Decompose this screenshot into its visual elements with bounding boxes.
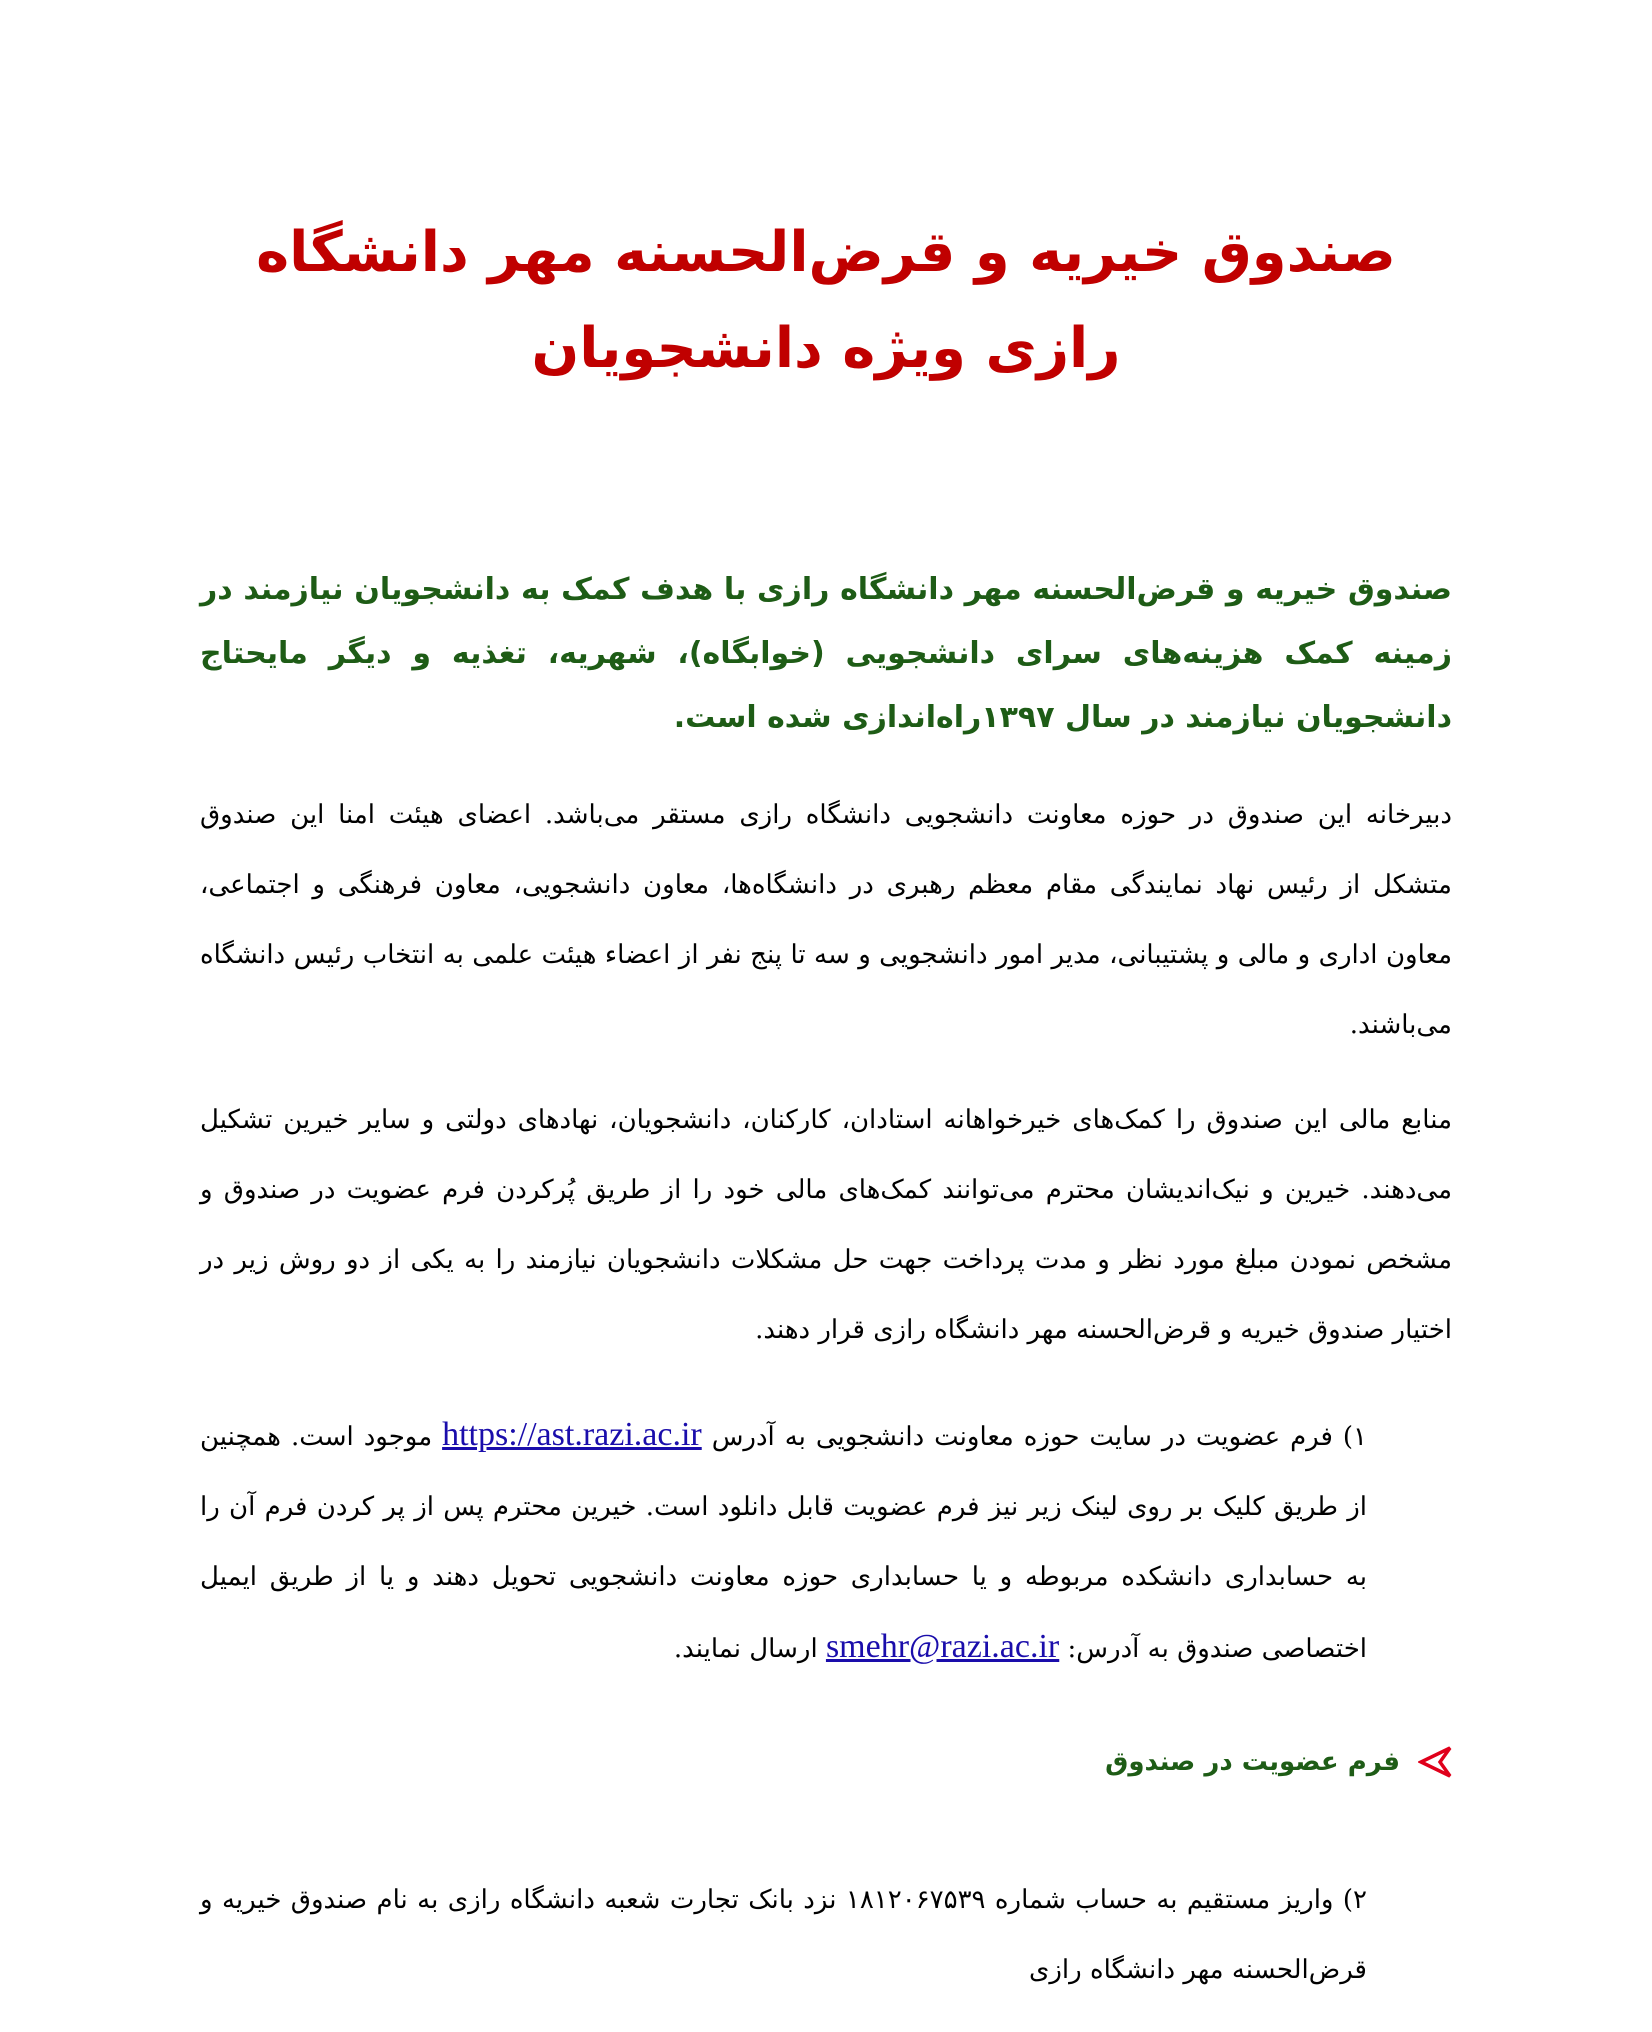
membership-form-link[interactable]	[1105, 1745, 1452, 1779]
method-one-ending: ارسال نمایند.	[673, 1634, 818, 1664]
method-one-body: موجود است. همچنین از طریق کلیک بر روی لینک زیر نیز فرم عضویت قابل دانلود است. خیرین محترم پس از پر کردن فرم آن را به حسابداری دانشکده مربوطه و یا حسابداری حوزه معاونت دانشجویی تحویل دهند و یا از طریق ایمیل اختصاصی صندوق به آدرس:	[200, 1422, 1367, 1664]
funding-paragraph: منابع مالی این صندوق را کمک‌های خیرخواهانه استادان، کارکنان، دانشجویان، نهادهای دولتی و سایر خیرین تشکیل می‌دهند. خیرین و نیک‌اندیشان محترم می‌توانند کمک‌های مالی خود را از طریق پُرکردن فرم عضویت در صندوق و مشخص نمودن مبلغ مورد نظر و مدت پرداخت جهت حل مشکلات دانشجویان نیازمند را به یکی از دو روش زیر در اختیار صندوق خیریه و قرض‌الحسنه مهر دانشگاه رازی قرار دهند.	[200, 1105, 1452, 1345]
email-link[interactable]: smehr@razi.ac.ir	[825, 1628, 1060, 1665]
method-one-intro: ۱) فرم عضویت در سایت حوزه معاونت دانشجویی به آدرس	[711, 1422, 1368, 1452]
method-one-paragraph	[200, 1400, 1367, 1684]
page-title: صندوق خیریه و قرض‌الحسنه مهر دانشگاه رازی ویژه دانشجویان	[256, 220, 1396, 381]
website-link[interactable]: https://ast.razi.ac.ir	[442, 1416, 702, 1453]
secretariat-paragraph: دبیرخانه این صندوق در حوزه معاونت دانشجویی دانشگاه رازی مستقر می‌باشد. اعضای هیئت امنا این صندوق متشکل از رئیس نهاد نمایندگی مقام معظم رهبری در دانشگاه‌ها، معاون دانشجویی، معاون فرهنگی و اجتماعی، معاون اداری و مالی و پشتیبانی، مدیر امور دانشجویی و سه تا پنج نفر از اعضاء هیئت علمی به انتخاب رئیس دانشگاه می‌باشند.	[200, 800, 1452, 1040]
method-two-paragraph: ۲) واریز مستقیم به حساب شماره ۱۸۱۲۰۶۷۵۳۹ نزد بانک تجارت شعبه دانشگاه رازی به نام صندوق خیریه و قرض‌الحسنه مهر دانشگاه رازی	[200, 1885, 1367, 1985]
arrow-icon	[1418, 1745, 1452, 1779]
membership-form-label: فرم عضویت در صندوق	[1105, 1747, 1400, 1777]
intro-paragraph: صندوق خیریه و قرض‌الحسنه مهر دانشگاه رازی با هدف کمک به دانشجویان نیازمند در زمینه کمک هزینه‌های سرای دانشجویی (خوابگاه)، شهریه، تغذیه و دیگر مایحتاج دانشجویان نیازمند در سال ۱۳۹۷راه‌اندازی شده است.	[200, 572, 1452, 735]
